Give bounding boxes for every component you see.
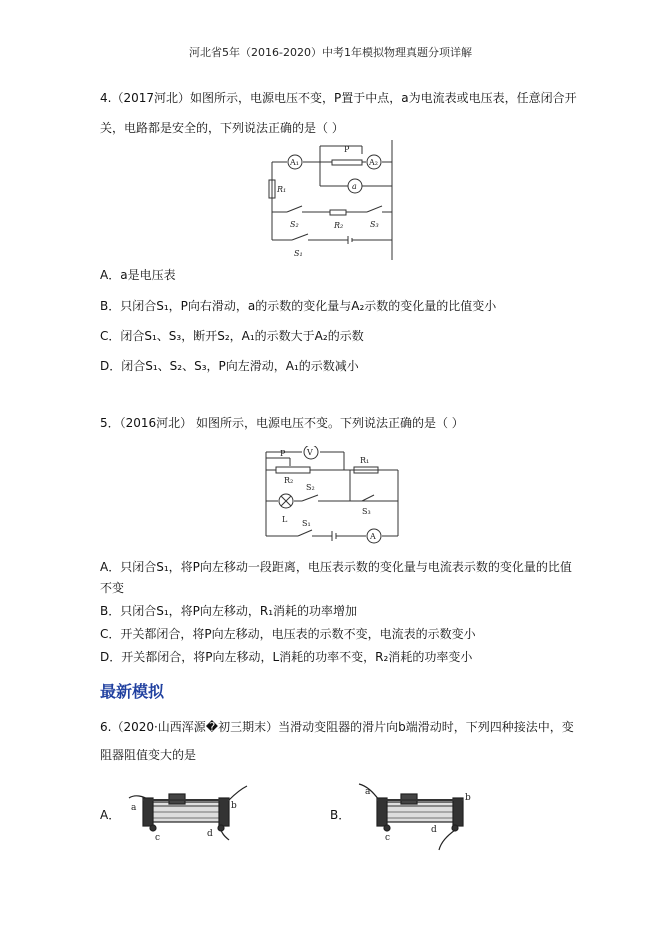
q6-option-a-label: A． — [100, 808, 121, 822]
q4-circuit-diagram — [262, 140, 400, 260]
page-header: 河北省5年（2016-2020）中考1年模拟物理真题分项详解 — [189, 46, 472, 59]
q4-option-d: D．闭合S₁、S₂、S₃，P向左滑动，A₁的示数减小 — [100, 359, 359, 373]
q5-fig-R1: R₁ — [360, 456, 370, 465]
q4-fig-R1: R₁ — [277, 185, 287, 194]
q5-fig-V: V — [307, 448, 313, 457]
q4-stem-line1: 4.（2017河北）如图所示，电源电压不变，P置于中点，a为电流表或电压表，任意闭合开 — [100, 91, 577, 105]
q4-option-b: B．只闭合S₁，P向右滑动，a的示数的变化量与A₂示数的变化量的比值变小 — [100, 299, 497, 313]
q6-a-terminal-a: a — [131, 803, 137, 813]
q5-fig-L: L — [282, 515, 288, 524]
q4-fig-R2: R₂ — [334, 221, 344, 230]
q6-rheostat-a-image — [125, 780, 250, 842]
q6-a-terminal-c: c — [155, 833, 161, 842]
q5-fig-S2: S₂ — [306, 483, 315, 492]
q6-a-terminal-b: b — [231, 801, 237, 811]
q5-option-a-line2: 不变 — [100, 581, 125, 595]
q5-fig-R2: R₂ — [284, 476, 294, 485]
q5-option-a-line1: A．只闭合S₁，将P向左移动一段距离，电压表示数的变化量与电流表示数的变化量的比值 — [100, 560, 572, 574]
q6-b-terminal-c: c — [385, 833, 391, 843]
q5-fig-A: A — [370, 532, 376, 541]
q5-option-c: C．开关都闭合，将P向左移动，电压表的示数不变，电流表的示数变小 — [100, 627, 476, 641]
q5-option-b: B．只闭合S₁，将P向左移动，R₁消耗的功率增加 — [100, 604, 358, 618]
q5-stem: 5．（2016河北） 如图所示，电源电压不变。下列说法正确的是（ ） — [100, 416, 464, 430]
q6-stem-line1: 6.（2020·山西浑源�初三期末）当滑动变阻器的滑片向b端滑动时，下列四种接法中，变 — [100, 720, 574, 734]
q6-stem-line2: 阻器阻值变大的是 — [100, 748, 197, 762]
q5-fig-S3: S₃ — [362, 507, 371, 516]
q4-option-a: A．a是电压表 — [100, 268, 176, 282]
q4-fig-S3: S₃ — [370, 220, 379, 229]
q4-fig-S2: S₂ — [290, 220, 299, 229]
q6-option-b-label: B． — [330, 808, 351, 822]
q5-fig-S1: S₁ — [302, 519, 311, 528]
q4-fig-A1: A₁ — [290, 158, 299, 167]
q5-fig-P: P — [280, 449, 286, 458]
q4-fig-a: a — [352, 182, 357, 191]
q4-option-c: C．闭合S₁、S₃，断开S₂，A₁的示数大于A₂的示数 — [100, 329, 364, 343]
q4-fig-S1: S₁ — [294, 249, 303, 258]
q5-option-d: D．开关都闭合，将P向左移动，L消耗的功率不变，R₂消耗的功率变小 — [100, 650, 473, 664]
q6-a-terminal-d: d — [207, 829, 213, 839]
q6-rheostat-b-image — [355, 780, 475, 852]
q4-stem-line2: 关，电路都是安全的，下列说法正确的是（ ） — [100, 121, 344, 135]
q5-circuit-diagram — [262, 446, 402, 546]
q4-fig-A2: A₂ — [369, 158, 378, 167]
q4-fig-P: P — [344, 145, 350, 154]
q6-b-terminal-d: d — [431, 825, 437, 835]
q6-b-terminal-b: b — [465, 793, 471, 803]
section-title: 最新模拟 — [100, 682, 165, 701]
q6-b-terminal-a: a — [365, 787, 371, 797]
